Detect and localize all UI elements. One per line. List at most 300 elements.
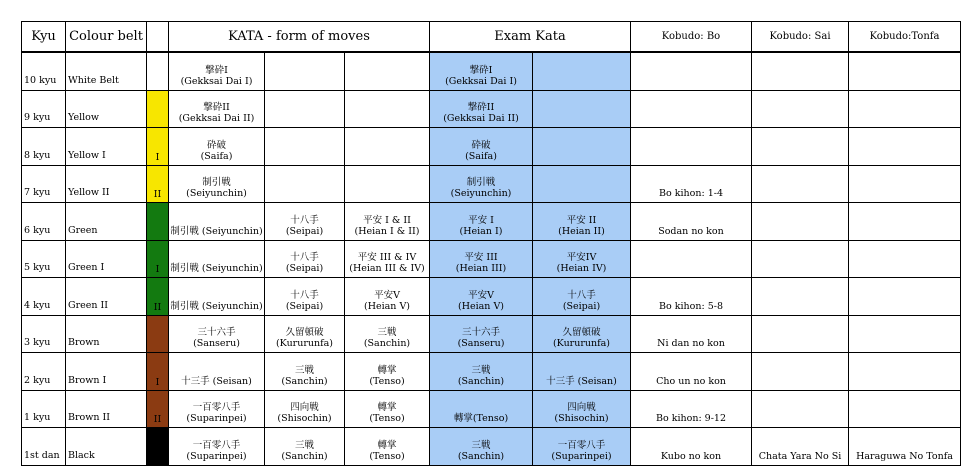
kata-kanji bbox=[533, 140, 630, 151]
kata-romaji: (Heian II) bbox=[558, 225, 605, 237]
kobudo-sai-cell bbox=[752, 52, 849, 90]
kata-cell bbox=[345, 315, 430, 353]
kobudo-tonfa-cell bbox=[849, 353, 961, 391]
kata-romaji: (Gekksai Dai I) bbox=[445, 75, 517, 87]
kata-cell bbox=[169, 278, 265, 316]
kata-cell bbox=[169, 203, 265, 241]
kyu-cell: 2 kyu bbox=[22, 353, 66, 391]
kata-cell bbox=[265, 315, 345, 353]
kyu-cell: 1st dan bbox=[22, 428, 66, 466]
kata-romaji bbox=[265, 188, 344, 199]
kata-entry bbox=[345, 177, 429, 199]
kata-romaji bbox=[265, 113, 344, 124]
kata-romaji bbox=[533, 76, 630, 87]
belt-color-swatch: I bbox=[147, 353, 169, 391]
kyu-cell: 5 kyu bbox=[22, 240, 66, 278]
belt-color-swatch bbox=[147, 315, 169, 353]
table-row bbox=[22, 278, 961, 316]
kata-entry bbox=[345, 252, 429, 274]
kata-kanji: 平安 III bbox=[464, 252, 498, 263]
kata-kanji: 十八手 bbox=[290, 252, 319, 263]
kata-entry bbox=[430, 177, 532, 199]
kobudo-tonfa-cell bbox=[849, 390, 961, 428]
kata-kanji bbox=[265, 102, 344, 113]
kata-entry bbox=[169, 440, 264, 462]
kata-romaji: (Gekksai Dai I) bbox=[180, 75, 253, 87]
kata-romaji bbox=[345, 151, 429, 162]
kobudo-bo-cell: Bo kihon: 9-12 bbox=[631, 390, 752, 428]
kata-romaji: (Sanchin) bbox=[363, 338, 411, 349]
kata-kanji: 平安 I bbox=[468, 214, 494, 226]
kata-entry bbox=[345, 215, 429, 237]
header-kata: KATA - form of moves bbox=[169, 22, 430, 53]
kata-entry bbox=[265, 215, 344, 237]
belt-cell: Green II bbox=[66, 278, 147, 316]
kata-romaji: (Heian I & II) bbox=[354, 225, 420, 237]
kata-romaji: (Sanchin) bbox=[457, 450, 505, 462]
kobudo-sai-cell bbox=[752, 203, 849, 241]
kata-romaji: (Suparinpei) bbox=[551, 450, 612, 462]
kata-romaji: (Heian III) bbox=[455, 263, 507, 274]
kata-cell bbox=[265, 278, 345, 316]
kata-entry bbox=[430, 252, 532, 274]
kata-cell bbox=[169, 52, 265, 90]
kata-entry bbox=[533, 65, 630, 87]
kata-kanji: 平安V bbox=[468, 289, 494, 301]
table-row bbox=[22, 428, 961, 466]
table-row bbox=[22, 52, 961, 90]
kata-entry bbox=[345, 327, 429, 349]
kata-kanji: 撃砕II bbox=[203, 102, 230, 113]
kata-cell bbox=[345, 90, 430, 128]
kata-entry bbox=[169, 252, 264, 274]
kobudo-sai-cell bbox=[752, 90, 849, 128]
kobudo-sai-cell bbox=[752, 390, 849, 428]
kata-entry bbox=[533, 215, 630, 237]
kata-romaji: (Heian I) bbox=[459, 225, 503, 237]
kata-entry bbox=[169, 102, 264, 124]
kobudo-tonfa-cell bbox=[849, 52, 961, 90]
kobudo-bo-cell: Ni dan no kon bbox=[631, 315, 752, 353]
exam-kata-cell bbox=[533, 353, 631, 391]
kata-romaji: (Seiyunchin) bbox=[186, 188, 247, 199]
header-exam-kata: Exam Kata bbox=[430, 22, 631, 53]
kata-romaji: (Suparinpei) bbox=[186, 450, 247, 462]
kata-cell bbox=[265, 165, 345, 203]
kata-entry bbox=[345, 140, 429, 162]
exam-kata-cell bbox=[533, 240, 631, 278]
kata-romaji: (Sanseru) bbox=[193, 338, 240, 349]
belt-color-swatch bbox=[147, 428, 169, 466]
kata-cell bbox=[345, 278, 430, 316]
kata-entry bbox=[265, 177, 344, 199]
header-kyu: Kyu bbox=[22, 22, 66, 53]
kata-kanji bbox=[345, 102, 429, 113]
kata-kanji: 一百零八手 bbox=[192, 439, 241, 451]
kata-kanji bbox=[265, 65, 344, 76]
kobudo-sai-cell bbox=[752, 353, 849, 391]
kata-entry bbox=[533, 102, 630, 124]
belt-cell: Yellow I bbox=[66, 128, 147, 166]
belt-cell: Green I bbox=[66, 240, 147, 278]
kata-romaji bbox=[533, 151, 630, 162]
exam-kata-cell bbox=[430, 315, 533, 353]
exam-kata-cell bbox=[533, 203, 631, 241]
table-row bbox=[22, 203, 961, 241]
belt-color-swatch bbox=[147, 52, 169, 90]
kata-cell bbox=[265, 390, 345, 428]
kata-romaji bbox=[345, 113, 429, 124]
kata-kanji: 三十六手 bbox=[461, 327, 500, 338]
kyu-cell: 6 kyu bbox=[22, 203, 66, 241]
kata-kanji: 三戦 bbox=[294, 439, 314, 451]
kata-entry bbox=[533, 365, 630, 387]
kata-cell bbox=[345, 165, 430, 203]
kata-kanji bbox=[169, 290, 264, 301]
kata-romaji: (Sanchin) bbox=[281, 375, 328, 387]
kata-kanji: 撃砕I bbox=[205, 64, 228, 76]
exam-kata-cell bbox=[430, 278, 533, 316]
kobudo-bo-cell bbox=[631, 90, 752, 128]
kata-romaji: (Suparinpei) bbox=[186, 413, 247, 424]
kata-entry bbox=[169, 402, 264, 424]
kata-romaji: (Tenso) bbox=[369, 375, 405, 387]
belt-cell: Yellow bbox=[66, 90, 147, 128]
belt-color-swatch: II bbox=[147, 390, 169, 428]
kata-kanji: 制引戦 bbox=[202, 177, 231, 188]
kata-kanji: 轉掌 bbox=[377, 364, 397, 376]
belt-color-swatch: II bbox=[147, 278, 169, 316]
kata-kanji: 制引戦 bbox=[466, 177, 496, 188]
kata-romaji: (Kururunfa) bbox=[275, 338, 334, 349]
kata-cell bbox=[345, 128, 430, 166]
kata-cell bbox=[169, 353, 265, 391]
kobudo-sai-cell bbox=[752, 165, 849, 203]
belt-color-swatch: I bbox=[147, 240, 169, 278]
belt-color-swatch bbox=[147, 203, 169, 241]
kobudo-tonfa-cell bbox=[849, 278, 961, 316]
kata-romaji: (Saifa) bbox=[200, 150, 233, 162]
kata-kanji: 十八手 bbox=[567, 289, 596, 301]
belt-cell: Brown II bbox=[66, 390, 147, 428]
kata-entry bbox=[533, 440, 630, 462]
exam-kata-cell bbox=[430, 240, 533, 278]
kata-romaji: 十三手 (Seisan) bbox=[181, 375, 252, 387]
kata-kanji: 轉掌 bbox=[377, 402, 397, 413]
kata-romaji: (Shisochin) bbox=[554, 413, 609, 424]
kobudo-sai-cell bbox=[752, 128, 849, 166]
kata-romaji: 轉掌(Tenso) bbox=[453, 413, 509, 424]
kata-kanji: 十八手 bbox=[290, 289, 319, 301]
kata-entry bbox=[265, 440, 344, 462]
header-kobudo-tonfa: Kobudo:Tonfa bbox=[849, 22, 961, 53]
kobudo-bo-cell bbox=[631, 52, 752, 90]
belt-color-swatch bbox=[147, 90, 169, 128]
kata-cell bbox=[265, 128, 345, 166]
kata-romaji: (Heian III & IV) bbox=[349, 263, 425, 274]
kata-cell bbox=[169, 315, 265, 353]
kata-romaji: (Gekksai Dai II) bbox=[443, 113, 519, 124]
kata-entry bbox=[430, 290, 532, 312]
kobudo-bo-cell: Sodan no kon bbox=[631, 203, 752, 241]
header-colour-belt: Colour belt bbox=[66, 22, 147, 53]
kata-entry bbox=[430, 140, 532, 162]
kata-cell bbox=[169, 90, 265, 128]
exam-kata-cell bbox=[533, 90, 631, 128]
exam-kata-cell bbox=[533, 315, 631, 353]
kata-cell bbox=[345, 52, 430, 90]
kata-entry bbox=[430, 215, 532, 237]
kata-kanji bbox=[345, 65, 429, 76]
kata-entry bbox=[265, 140, 344, 162]
kata-kanji: 一百零八手 bbox=[557, 439, 606, 451]
belt-cell: Brown bbox=[66, 315, 147, 353]
exam-kata-cell bbox=[430, 203, 533, 241]
kata-romaji bbox=[265, 151, 344, 162]
kata-kanji bbox=[345, 177, 429, 188]
kata-cell bbox=[345, 428, 430, 466]
belt-cell: White Belt bbox=[66, 52, 147, 90]
belt-cell: Black bbox=[66, 428, 147, 466]
kata-cell bbox=[265, 203, 345, 241]
kata-kanji: 四向戦 bbox=[567, 402, 596, 413]
kata-kanji bbox=[533, 177, 630, 188]
kata-entry bbox=[169, 65, 264, 87]
kata-romaji: (Seipai) bbox=[285, 225, 324, 237]
kata-romaji: (Kururunfa) bbox=[552, 338, 611, 349]
table-row bbox=[22, 240, 961, 278]
kobudo-bo-cell: Kubo no kon bbox=[631, 428, 752, 466]
kata-kanji bbox=[169, 252, 264, 263]
exam-kata-cell bbox=[430, 353, 533, 391]
kobudo-tonfa-cell: Haraguwa No Tonfa bbox=[849, 428, 961, 466]
kyu-cell: 8 kyu bbox=[22, 128, 66, 166]
kata-entry bbox=[265, 102, 344, 124]
kata-kanji bbox=[265, 140, 344, 151]
kata-entry bbox=[169, 140, 264, 162]
exam-kata-cell bbox=[430, 390, 533, 428]
kata-cell bbox=[265, 240, 345, 278]
belt-color-swatch: I bbox=[147, 128, 169, 166]
kata-entry bbox=[169, 177, 264, 199]
kata-entry bbox=[533, 402, 630, 424]
kata-kanji bbox=[533, 102, 630, 113]
belt-cell: Green bbox=[66, 203, 147, 241]
kata-kanji: 撃砕I bbox=[469, 64, 493, 76]
exam-kata-cell bbox=[533, 428, 631, 466]
kata-cell bbox=[345, 240, 430, 278]
belt-cell: Brown I bbox=[66, 353, 147, 391]
kata-romaji: (Seipai) bbox=[285, 300, 324, 312]
kata-entry bbox=[345, 102, 429, 124]
kata-romaji: 十三手 (Seisan) bbox=[546, 375, 617, 387]
kata-cell bbox=[169, 428, 265, 466]
table-row bbox=[22, 390, 961, 428]
kata-romaji: (Shisochin) bbox=[277, 413, 332, 424]
table-row bbox=[22, 90, 961, 128]
exam-kata-cell bbox=[533, 52, 631, 90]
kata-entry bbox=[265, 327, 344, 349]
kata-kanji: 三戦 bbox=[471, 364, 491, 376]
kata-romaji: (Sanchin) bbox=[281, 450, 328, 462]
exam-kata-cell bbox=[430, 90, 533, 128]
kata-entry bbox=[533, 327, 630, 349]
kata-romaji: (Heian IV) bbox=[556, 263, 607, 274]
kata-entry bbox=[265, 402, 344, 424]
kata-kanji: 平安V bbox=[374, 289, 400, 301]
kata-romaji: (Seiyunchin) bbox=[450, 188, 512, 199]
exam-kata-cell bbox=[533, 165, 631, 203]
kata-kanji: 三戦 bbox=[471, 439, 491, 451]
kobudo-sai-cell bbox=[752, 278, 849, 316]
kata-entry bbox=[430, 102, 532, 124]
kata-romaji: (Seipai) bbox=[562, 300, 601, 312]
kata-romaji bbox=[533, 113, 630, 124]
kyu-cell: 9 kyu bbox=[22, 90, 66, 128]
belt-cell: Yellow II bbox=[66, 165, 147, 203]
grading-table bbox=[21, 21, 961, 466]
kata-entry bbox=[169, 215, 264, 237]
kata-cell bbox=[265, 353, 345, 391]
kata-kanji: 十八手 bbox=[290, 214, 319, 226]
kata-cell bbox=[345, 390, 430, 428]
kata-romaji: (Seipai) bbox=[285, 263, 324, 274]
kata-romaji bbox=[265, 76, 344, 87]
kobudo-bo-cell: Bo kihon: 1-4 bbox=[631, 165, 752, 203]
kata-entry bbox=[430, 402, 532, 424]
kata-entry bbox=[533, 177, 630, 199]
header-stripe bbox=[147, 22, 169, 53]
belt-color-swatch: II bbox=[147, 165, 169, 203]
table-row bbox=[22, 353, 961, 391]
kata-entry bbox=[345, 65, 429, 87]
kata-kanji: 三戦 bbox=[294, 364, 314, 376]
kobudo-sai-cell bbox=[752, 240, 849, 278]
kata-romaji: (Tenso) bbox=[369, 413, 405, 424]
kata-romaji bbox=[533, 188, 630, 199]
kata-entry bbox=[533, 252, 630, 274]
kata-romaji: (Gekksai Dai II) bbox=[178, 113, 255, 124]
kata-romaji: (Tenso) bbox=[369, 450, 405, 462]
kata-entry bbox=[345, 402, 429, 424]
kata-entry bbox=[430, 440, 532, 462]
kobudo-tonfa-cell bbox=[849, 165, 961, 203]
kata-kanji bbox=[169, 365, 264, 376]
kata-kanji bbox=[430, 402, 532, 413]
kata-entry bbox=[430, 365, 532, 387]
kata-entry bbox=[169, 327, 264, 349]
kyu-cell: 4 kyu bbox=[22, 278, 66, 316]
exam-kata-cell bbox=[430, 428, 533, 466]
kata-kanji bbox=[533, 365, 630, 376]
kata-cell bbox=[345, 203, 430, 241]
kata-cell bbox=[169, 128, 265, 166]
kata-entry bbox=[265, 290, 344, 312]
kobudo-sai-cell: Chata Yara No Si bbox=[752, 428, 849, 466]
kata-entry bbox=[345, 440, 429, 462]
kata-romaji: (Sanseru) bbox=[457, 338, 505, 349]
table-row bbox=[22, 165, 961, 203]
exam-kata-cell bbox=[533, 390, 631, 428]
kata-kanji: 三戦 bbox=[377, 327, 397, 338]
kata-entry bbox=[345, 365, 429, 387]
kata-kanji: 平安 III & IV bbox=[357, 252, 417, 263]
exam-kata-cell bbox=[533, 128, 631, 166]
exam-kata-cell bbox=[430, 128, 533, 166]
kata-kanji bbox=[533, 65, 630, 76]
kata-cell bbox=[345, 353, 430, 391]
kobudo-sai-cell bbox=[752, 315, 849, 353]
kata-entry bbox=[345, 290, 429, 312]
kata-kanji: 砕破 bbox=[471, 139, 491, 151]
kata-kanji: 平安 I & II bbox=[363, 214, 411, 226]
kobudo-bo-cell: Bo kihon: 5-8 bbox=[631, 278, 752, 316]
kata-kanji bbox=[169, 215, 264, 226]
exam-kata-cell bbox=[430, 52, 533, 90]
kata-entry bbox=[265, 252, 344, 274]
kata-cell bbox=[265, 52, 345, 90]
kata-cell bbox=[169, 240, 265, 278]
kata-romaji bbox=[345, 76, 429, 87]
kata-kanji: 砕破 bbox=[206, 139, 226, 151]
kobudo-tonfa-cell bbox=[849, 315, 961, 353]
header-kobudo-bo: Kobudo: Bo bbox=[631, 22, 752, 53]
kata-kanji: 轉掌 bbox=[377, 439, 397, 451]
kata-cell bbox=[169, 390, 265, 428]
exam-kata-cell bbox=[430, 165, 533, 203]
kata-cell bbox=[265, 428, 345, 466]
header-row bbox=[22, 22, 961, 53]
kata-kanji: 三十六手 bbox=[197, 327, 236, 338]
kyu-cell: 10 kyu bbox=[22, 52, 66, 90]
kata-kanji bbox=[345, 140, 429, 151]
kata-kanji: 撃砕II bbox=[467, 102, 495, 113]
kata-kanji: 一百零八手 bbox=[192, 402, 241, 413]
kata-entry bbox=[169, 290, 264, 312]
kata-romaji: 制引戦 (Seiyunchin) bbox=[170, 263, 263, 274]
kobudo-bo-cell bbox=[631, 240, 752, 278]
kata-romaji: 制引戦 (Seiyunchin) bbox=[170, 300, 263, 312]
kobudo-tonfa-cell bbox=[849, 203, 961, 241]
kata-kanji: 平安IV bbox=[566, 252, 597, 263]
kyu-cell: 1 kyu bbox=[22, 390, 66, 428]
kata-romaji: 制引戦 (Seiyunchin) bbox=[170, 225, 263, 237]
kobudo-tonfa-cell bbox=[849, 128, 961, 166]
kata-entry bbox=[430, 65, 532, 87]
table-row bbox=[22, 315, 961, 353]
exam-kata-cell bbox=[533, 278, 631, 316]
kata-entry bbox=[533, 140, 630, 162]
table-row bbox=[22, 128, 961, 166]
kata-romaji: (Sanchin) bbox=[457, 375, 505, 387]
kata-kanji: 久留頓破 bbox=[285, 327, 324, 338]
kata-entry bbox=[533, 290, 630, 312]
kobudo-tonfa-cell bbox=[849, 90, 961, 128]
kata-kanji: 平安 II bbox=[566, 214, 597, 226]
kobudo-tonfa-cell bbox=[849, 240, 961, 278]
kata-entry bbox=[169, 365, 264, 387]
kata-kanji: 久留頓破 bbox=[562, 327, 601, 338]
header-kobudo-sai: Kobudo: Sai bbox=[752, 22, 849, 53]
kata-entry bbox=[265, 65, 344, 87]
kata-kanji: 四向戦 bbox=[290, 402, 319, 413]
kata-kanji bbox=[265, 177, 344, 188]
kata-romaji: (Heian V) bbox=[457, 300, 505, 312]
kyu-cell: 7 kyu bbox=[22, 165, 66, 203]
kobudo-bo-cell: Cho un no kon bbox=[631, 353, 752, 391]
kata-romaji: (Saifa) bbox=[465, 150, 497, 162]
kyu-cell: 3 kyu bbox=[22, 315, 66, 353]
